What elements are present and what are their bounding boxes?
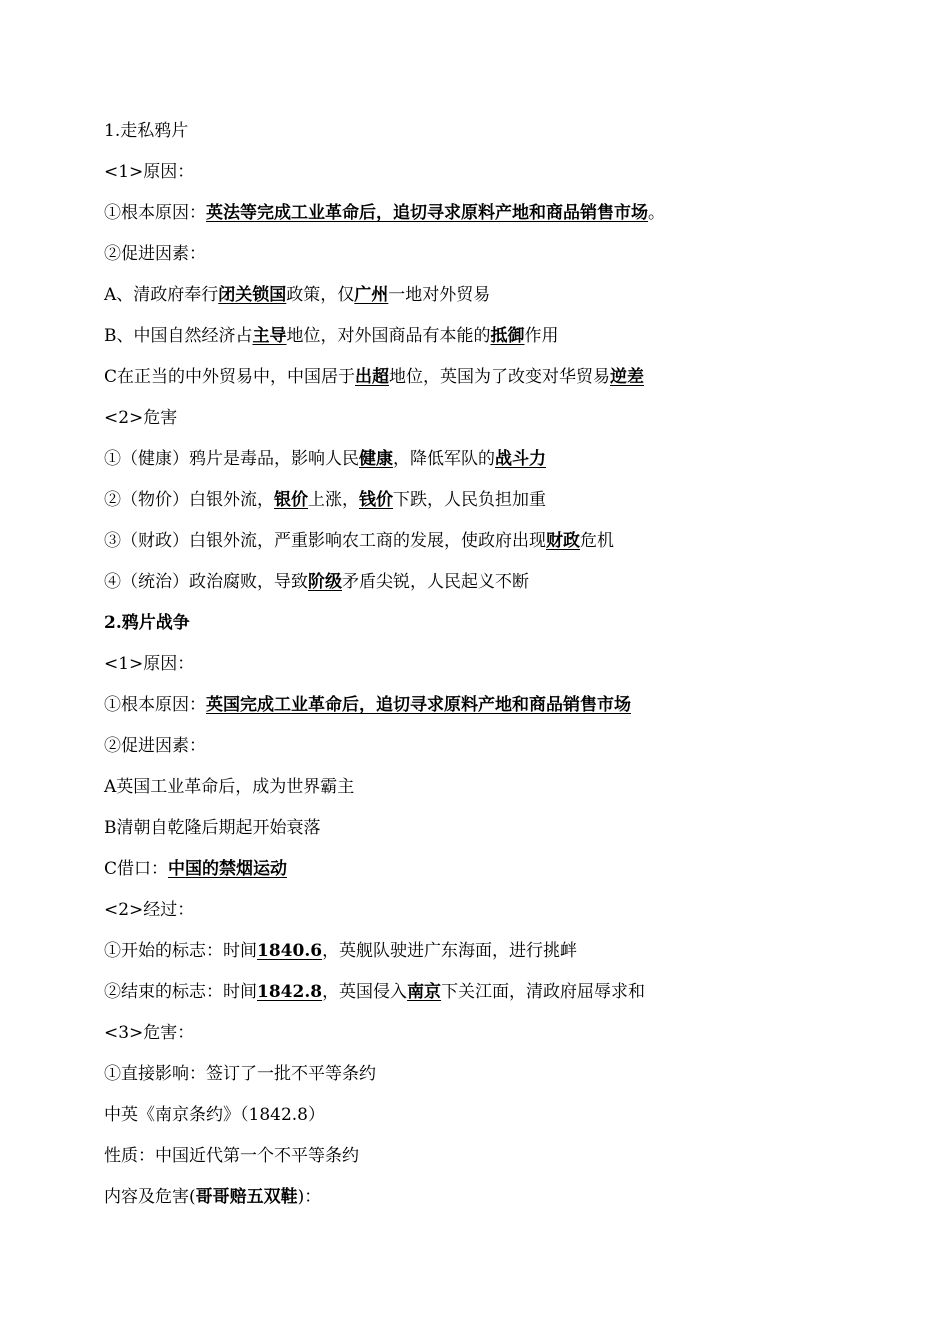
text-line <box>104 198 924 239</box>
underlined-keyword: 闭关锁国 <box>218 285 287 305</box>
underlined-keyword: 抵御 <box>490 326 525 346</box>
text-segment: 下跌，人民负担加重 <box>393 490 546 510</box>
text-segment: 矛盾尖锐，人民起义不断 <box>342 572 529 592</box>
text-line <box>104 895 924 936</box>
text-segment: 中英《南京条约》（1842.8） <box>104 1105 325 1125</box>
text-segment: 下关江面，清政府屈辱求和 <box>441 982 646 1002</box>
text-segment: ①根本原因： <box>104 203 206 223</box>
text-segment: <3>危害： <box>104 1023 195 1043</box>
text-line <box>104 854 924 895</box>
text-segment: ②（物价）白银外流， <box>104 490 274 510</box>
text-line <box>104 1018 924 1059</box>
text-segment: ③（财政）白银外流，严重影响农工商的发展，使政府出现 <box>104 531 546 551</box>
text-segment: <1>原因： <box>104 654 195 674</box>
text-line <box>104 772 924 813</box>
text-segment: ，降低军队的 <box>393 449 495 469</box>
text-segment: <1>原因： <box>104 162 195 182</box>
text-line <box>104 526 924 567</box>
text-segment: ④（统治）政治腐败，导致 <box>104 572 308 592</box>
text-line <box>104 485 924 526</box>
text-line <box>104 116 924 157</box>
bold-text: 2.鸦片战争 <box>104 613 190 633</box>
bold-text: 哥哥赔五双鞋 <box>195 1187 298 1207</box>
text-segment: 内容及危害( <box>104 1187 196 1207</box>
text-segment: ，英国侵入 <box>322 982 408 1002</box>
text-line <box>104 1182 924 1223</box>
text-line <box>104 936 924 977</box>
text-segment: 1.走私鸦片 <box>104 121 189 141</box>
text-line <box>104 444 924 485</box>
text-line <box>104 977 924 1018</box>
document-page <box>104 116 924 1223</box>
underlined-keyword: 战斗力 <box>495 449 546 469</box>
text-segment: ①直接影响：签订了一批不平等条约 <box>104 1064 376 1084</box>
text-line <box>104 608 924 649</box>
underlined-keyword: 钱价 <box>359 490 393 510</box>
text-line <box>104 690 924 731</box>
text-line <box>104 321 924 362</box>
text-segment: ②促进因素： <box>104 244 206 264</box>
text-segment: A英国工业革命后，成为世界霸主 <box>104 777 355 797</box>
underlined-keyword: 财政 <box>546 531 580 551</box>
underlined-keyword: 银价 <box>274 490 308 510</box>
underlined-keyword: 1840.6 <box>257 941 323 961</box>
text-line <box>104 1141 924 1182</box>
text-line <box>104 362 924 403</box>
underlined-keyword: 主导 <box>252 326 287 346</box>
text-segment: ②结束的标志：时间 <box>104 982 257 1002</box>
underlined-keyword: 英法等完成工业革命后，追切寻求原料产地和商品销售市场 <box>206 203 648 223</box>
text-segment: <2>经过： <box>104 900 195 920</box>
text-segment: ②促进因素： <box>104 736 206 756</box>
text-segment: 作用 <box>524 326 559 346</box>
text-segment: 一地对外贸易 <box>388 285 491 305</box>
text-line <box>104 403 924 444</box>
underlined-keyword: 中国的禁烟运动 <box>168 859 288 879</box>
text-segment: B清朝自乾隆后期起开始衰落 <box>104 818 321 838</box>
text-segment: ①（健康）鸦片是毒品，影响人民 <box>104 449 359 469</box>
text-line <box>104 731 924 772</box>
text-segment: ①开始的标志：时间 <box>104 941 257 961</box>
text-line <box>104 567 924 608</box>
text-segment: ①根本原因： <box>104 695 206 715</box>
underlined-keyword: 南京 <box>407 982 442 1002</box>
underlined-keyword: 健康 <box>359 449 393 469</box>
underlined-keyword: 广州 <box>354 285 389 305</box>
text-line <box>104 813 924 854</box>
underlined-keyword: 英国完成工业革命后，追切寻求原料产地和商品销售市场 <box>206 695 631 715</box>
text-line <box>104 280 924 321</box>
text-segment: 地位，对外国商品有本能的 <box>286 326 491 346</box>
text-line <box>104 1059 924 1100</box>
text-segment: 地位，英国为了改变对华贸易 <box>389 367 611 387</box>
text-segment: ，英舰队驶进广东海面，进行挑衅 <box>322 941 578 961</box>
text-segment: 性质：中国近代第一个不平等条约 <box>104 1146 359 1166</box>
underlined-keyword: 阶级 <box>308 572 342 592</box>
text-segment: 。 <box>648 203 665 223</box>
text-line <box>104 157 924 198</box>
text-segment: 政策，仅 <box>286 285 355 305</box>
text-segment: 上涨， <box>308 490 359 510</box>
text-line <box>104 649 924 690</box>
underlined-keyword: 出超 <box>355 367 390 387</box>
text-segment: A、清政府奉行 <box>104 285 219 305</box>
text-segment: <2>危害 <box>104 408 178 428</box>
underlined-keyword: 1842.8 <box>257 982 323 1002</box>
text-line <box>104 239 924 280</box>
text-line <box>104 1100 924 1141</box>
underlined-keyword: 逆差 <box>610 367 645 387</box>
text-segment: 危机 <box>580 531 614 551</box>
text-segment: B、中国自然经济占 <box>104 326 253 346</box>
text-segment: )： <box>297 1187 322 1207</box>
text-segment: C在正当的中外贸易中，中国居于 <box>104 367 356 387</box>
text-segment: C借口： <box>104 859 169 879</box>
